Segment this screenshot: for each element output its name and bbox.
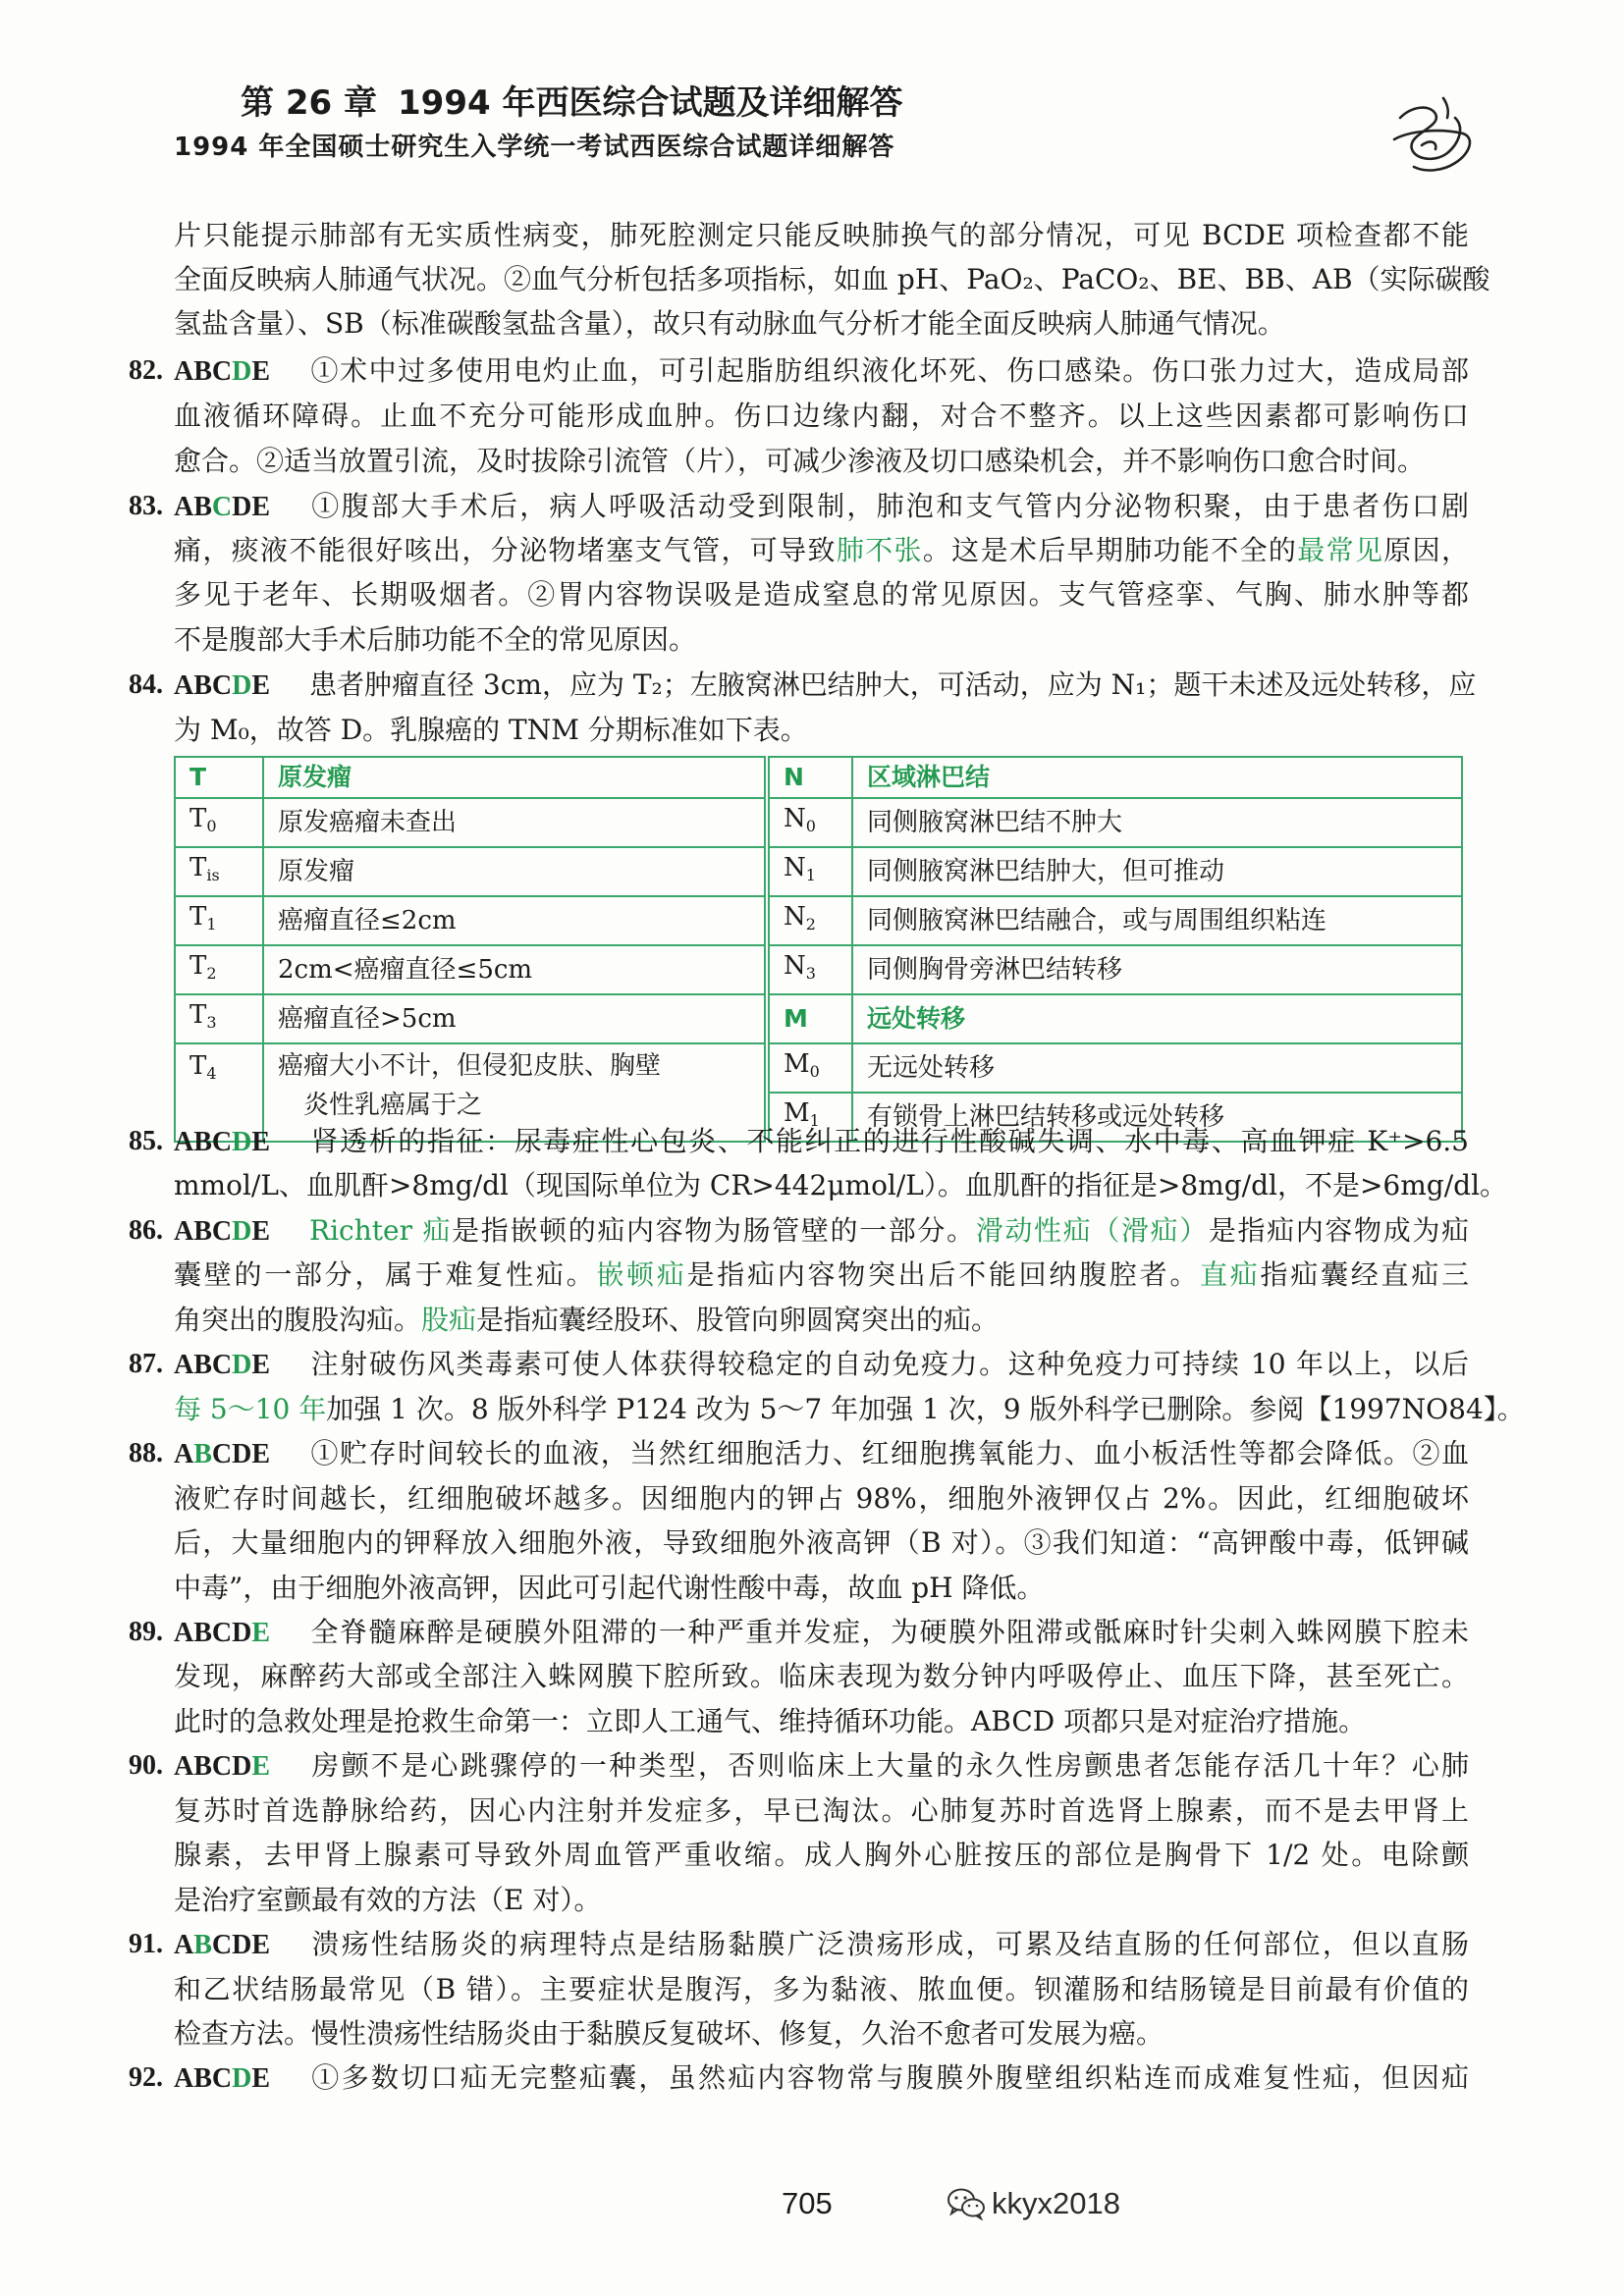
option-letter: B: [193, 1350, 212, 1381]
answer-options: [174, 1210, 309, 1254]
table-row: [175, 994, 1462, 1043]
stage-subscript: 3: [206, 1013, 217, 1032]
option-letter: A: [174, 670, 194, 701]
text-run: 氢盐含量）、SB（标准碳酸氢盐含量），故只有动脉血气分析才能全面反映病人肺通气情况。: [174, 307, 1285, 340]
table-row: [175, 1043, 1462, 1093]
highlighted-term: 嵌顿疝: [596, 1258, 687, 1292]
text-line: [174, 2012, 1469, 2056]
chapter-title: 1994 年西医综合试题及详细解答: [398, 83, 903, 123]
highlighted-term: 每 5～10 年: [174, 1392, 327, 1425]
question-number: 92.: [129, 2062, 163, 2094]
question-number: 88.: [129, 1438, 163, 1469]
text-line: [174, 440, 1469, 483]
question-number: 89.: [129, 1616, 163, 1647]
highlighted-term: 肺不张: [836, 534, 923, 566]
table-header-label: 区域淋巴结: [852, 757, 1462, 798]
text-run: 愈合。②适当放置引流，及时拔除引流管（片），可减少渗液及切口感染机会，并不影响伤口愈合时间。: [174, 445, 1426, 477]
option-letter: A: [174, 1215, 194, 1247]
option-letter: D: [232, 1617, 252, 1648]
stage-subscript: is: [206, 866, 220, 884]
stage-code: [175, 798, 263, 847]
option-letter: A: [174, 356, 194, 387]
option-letter: B: [193, 1215, 212, 1247]
option-letter: A: [174, 1930, 194, 1961]
stage-subscript: 4: [206, 1064, 217, 1083]
description-line: 原发瘤: [278, 857, 355, 886]
question-number: 83.: [129, 491, 163, 521]
stage-subscript: 3: [805, 964, 816, 983]
text-line: [174, 618, 1469, 662]
table-header-label: 远处转移: [852, 994, 1462, 1043]
text-line: [174, 573, 1469, 616]
option-letter: C: [211, 1617, 233, 1648]
question-number: 85.: [129, 1126, 163, 1156]
text-run: 是指嵌顿的疝内容物为肠管壁的一部分。: [452, 1213, 976, 1247]
answer-first-line: [129, 1343, 1469, 1386]
page-number: 705: [782, 2186, 833, 2220]
correct-option: D: [232, 2063, 252, 2095]
text-run: 血液循环障碍。止血不充分可能形成血肿。伤口边缘内翻，对合不整齐。以上这些因素都可影响伤口: [174, 400, 1469, 432]
option-letter: D: [232, 492, 252, 522]
text-run: ①术中过多使用电灼止血，可引起脂肪组织液化坏死、伤口感染。伤口张力过大，造成局部: [309, 354, 1469, 387]
text-run: 囊壁的一部分，属于难复性疝。: [174, 1258, 597, 1292]
answer-first-line: [129, 485, 1469, 528]
text-run: 患者肿瘤直径 3cm，应为 T₂；左腋窝淋巴结肿大，可活动，应为 N₁；题干未述及远处转移，应: [309, 668, 1477, 701]
highlighted-term: Richter 疝: [309, 1213, 453, 1247]
table-row: [175, 896, 1462, 945]
option-letter: A: [174, 1751, 194, 1783]
option-letter: C: [211, 2063, 233, 2095]
stage-letter: T: [189, 902, 207, 932]
stage-letter: T: [189, 951, 207, 981]
answer-first-line: [129, 664, 1477, 707]
text-run: 注射破伤风类毒素可使人体获得较稳定的自动免疫力。这种免疫力可持续 10 年以上，以后: [309, 1348, 1469, 1381]
stage-description: [263, 896, 767, 945]
description-line: 癌瘤大小不计，但侵犯皮肤、胸壁: [278, 1051, 662, 1081]
table-row: [175, 757, 1462, 798]
text-line: [174, 1700, 1469, 1743]
answer-options: [174, 1121, 309, 1164]
text-line: [174, 1834, 1469, 1877]
stage-code: [767, 798, 852, 847]
text-run: 为 M₀，故答 D。乳腺癌的 TNM 分期标准如下表。: [174, 714, 808, 746]
option-letter: E: [251, 2063, 271, 2095]
text-run: 片只能提示肺部有无实质性病变，肺死腔测定只能反映肺换气的部分情况，可见 BCDE 项检查都不能: [174, 219, 1469, 251]
answer-options: [174, 486, 309, 529]
stage-description: [852, 1043, 1462, 1093]
tnm-staging-table: [174, 756, 1463, 1143]
stage-description: [263, 945, 767, 994]
description-line: 同侧腋窝淋巴结不肿大: [867, 808, 1123, 837]
option-letter: B: [193, 670, 212, 701]
answer-first-line: [129, 349, 1469, 393]
text-run: 中毒”，由于细胞外液高钾，因此可引起代谢性酸中毒，故血 pH 降低。: [174, 1571, 1045, 1604]
option-letter: B: [193, 1127, 212, 1157]
text-run: 肾透析的指征：尿毒症性心包炎、不能纠正的进行性酸碱失调、水中毒、高血钾症 K⁺>6.5: [309, 1125, 1469, 1157]
answer-options: [174, 2057, 309, 2101]
stage-letter: T: [189, 763, 207, 791]
watermark-text: kkyx2018: [992, 2186, 1120, 2220]
answer-options: [174, 1745, 309, 1789]
description-line: 2cm<癌瘤直径≤5cm: [278, 955, 533, 985]
question-number: 87.: [129, 1349, 163, 1380]
option-letter: E: [251, 356, 271, 387]
stage-letter: T: [189, 1051, 207, 1081]
option-letter: B: [193, 1617, 212, 1648]
table-header-code: [767, 757, 852, 798]
stage-subscript: 0: [206, 817, 217, 835]
highlighted-term: 直疝: [1200, 1258, 1261, 1292]
option-letter: B: [193, 492, 212, 522]
option-letter: B: [193, 1751, 212, 1783]
description-line: 同侧胸骨旁淋巴结转移: [867, 955, 1123, 985]
description-line: 癌瘤直径≤2cm: [278, 906, 457, 935]
stage-subscript: 2: [805, 915, 816, 934]
correct-option: C: [211, 492, 233, 522]
option-letter: E: [251, 1127, 271, 1157]
text-run: 腺素，去甲肾上腺素可导致外周血管严重收缩。成人胸外心脏按压的部位是胸骨下 1/2 处。电除颤: [174, 1839, 1469, 1872]
answer-first-line: [129, 1209, 1469, 1253]
stage-letter: M: [784, 1049, 810, 1079]
correct-option: B: [193, 1930, 212, 1961]
stage-code: [175, 945, 263, 994]
text-run: 发现，麻醉药大部或全部注入蛛网膜下腔所致。临床表现为数分钟内呼吸停止、血压下降，甚至死亡。: [174, 1660, 1469, 1693]
option-letter: A: [174, 1127, 194, 1157]
stage-subscript: 1: [805, 866, 816, 884]
stage-letter: T: [189, 1000, 207, 1030]
description-line: 原发癌瘤未查出: [278, 808, 458, 837]
stage-letter: N: [784, 853, 806, 882]
text-run: 多见于老年、长期吸烟者。②胃内容物误吸是造成窒息的常见原因。支气管痉挛、气胸、肺水肿等都: [174, 578, 1469, 611]
text-run: 房颤不是心跳骤停的一种类型，否则临床上大量的永久性房颤患者怎能存活几十年？心肺: [309, 1749, 1469, 1783]
stage-subscript: 2: [206, 964, 217, 983]
stage-description: [263, 994, 767, 1043]
correct-option: E: [251, 1751, 271, 1783]
text-line: [174, 1254, 1469, 1297]
text-line: [174, 302, 1469, 346]
text-run: 。这是术后早期肺功能不全的: [922, 534, 1298, 566]
stage-description: [852, 896, 1462, 945]
text-run: 后，大量细胞内的钾释放入细胞外液，导致细胞外液高钾（B 对）。③我们知道：“高钾酸中毒，低钾碱: [174, 1526, 1469, 1560]
stage-subscript: 1: [809, 1111, 820, 1130]
text-run: 溃疡性结肠炎的病理特点是结肠黏膜广泛溃疡形成，可累及结直肠的任何部位，但以直肠: [309, 1928, 1469, 1961]
answer-first-line: [129, 1432, 1469, 1475]
stage-code: [767, 847, 852, 896]
answer-first-line: [129, 1744, 1469, 1788]
question-number: 84.: [129, 669, 163, 700]
text-run: 是指疝内容物突出后不能回纳腹腔者。: [686, 1258, 1201, 1292]
highlighted-term: 最常见: [1297, 534, 1384, 566]
text-line: [174, 1655, 1469, 1698]
question-number: 82.: [129, 355, 163, 386]
answer-options: [174, 1924, 309, 1967]
chapter-label: 第 26 章: [241, 83, 377, 123]
text-run: ①腹部大手术后，病人呼吸活动受到限制，肺泡和支气管内分泌物积聚，由于患者伤口剧: [309, 490, 1469, 522]
stage-letter: T: [189, 804, 207, 833]
option-letter: A: [174, 2063, 194, 2095]
answer-options: [174, 1344, 309, 1387]
signature-logo-icon: [1386, 88, 1481, 179]
stage-letter: T: [189, 853, 207, 882]
text-run: ①多数切口疝无完整疝囊，虽然疝内容物常与腹膜外腹壁组织粘连而成难复性疝，但因疝: [309, 2061, 1469, 2095]
stage-code: [175, 994, 263, 1043]
option-letter: C: [211, 356, 233, 387]
correct-option: D: [232, 1127, 252, 1157]
description-line: 炎性乳癌属于之: [303, 1091, 483, 1120]
option-letter: D: [232, 1930, 252, 1961]
option-letter: C: [211, 670, 233, 701]
stage-description: [852, 798, 1462, 847]
text-line: [174, 1879, 1469, 1922]
answer-options: [174, 1612, 309, 1655]
option-letter: E: [251, 492, 271, 522]
text-line: [174, 1522, 1469, 1565]
correct-option: D: [232, 1350, 252, 1381]
highlighted-term: 滑动性疝（滑疝）: [975, 1213, 1209, 1247]
stage-code: [175, 896, 263, 945]
option-letter: C: [211, 1127, 233, 1157]
text-run: 此时的急救处理是抢救生命第一：立即人工通气、维持循环功能。ABCD 项都只是对症治疗措施。: [174, 1704, 1367, 1737]
option-letter: C: [211, 1215, 233, 1247]
option-letter: A: [174, 1439, 194, 1470]
option-letter: C: [211, 1930, 233, 1961]
answer-first-line: [129, 1120, 1469, 1163]
option-letter: D: [232, 1439, 252, 1470]
correct-option: E: [251, 1617, 271, 1648]
option-letter: E: [251, 1350, 271, 1381]
answer-options: [174, 350, 309, 394]
stage-letter: N: [784, 951, 806, 981]
text-line: [174, 214, 1469, 257]
chapter-subtitle: 1994 年全国硕士研究生入学统一考试西医综合试题详细解答: [174, 133, 895, 162]
stage-letter: M: [784, 1098, 810, 1128]
description-line: 有锁骨上淋巴结转移或远处转移: [867, 1102, 1225, 1132]
highlighted-term: 股疝: [421, 1303, 477, 1336]
text-run: 指疝囊经直疝三: [1260, 1258, 1469, 1292]
stage-letter: N: [784, 763, 804, 791]
correct-option: D: [232, 670, 252, 701]
text-line: [174, 1477, 1469, 1521]
text-run: ①贮存时间较长的血液，当然红细胞活力、红细胞携氧能力、血小板活性等都会降低。②血: [309, 1437, 1469, 1470]
table-header-code: [767, 994, 852, 1043]
table-header-label: 原发瘤: [263, 757, 767, 798]
text-line: [174, 709, 1469, 752]
stage-letter: N: [784, 902, 806, 932]
stage-code: [767, 896, 852, 945]
stage-description: [263, 847, 767, 896]
text-run: 角突出的腹股沟疝。: [174, 1303, 422, 1336]
text-run: 全面反映病人肺通气状况。②血气分析包括多项指标，如血 pH、PaO₂、PaCO₂、BE、BB、AB（实际碳酸: [174, 263, 1490, 295]
stage-code: [175, 847, 263, 896]
option-letter: A: [174, 492, 194, 522]
stage-description: [852, 945, 1462, 994]
text-run: 全脊髓麻醉是硬膜外阻滞的一种严重并发症，为硬膜外阻滞或骶麻时针尖刺入蛛网膜下腔未: [309, 1615, 1469, 1648]
text-run: 检查方法。慢性溃疡性结肠炎由于黏膜反复破坏、修复，久治不愈者可发展为癌。: [174, 2017, 1164, 2050]
text-line: [174, 258, 1490, 301]
question-number: 86.: [129, 1214, 163, 1246]
option-letter: D: [232, 1751, 252, 1783]
table-row: [175, 798, 1462, 847]
stage-code: [767, 945, 852, 994]
stage-letter: N: [784, 804, 806, 833]
description-line: 癌瘤直径>5cm: [278, 1004, 457, 1034]
option-letter: E: [251, 1439, 271, 1470]
option-letter: B: [193, 2063, 212, 2095]
option-letter: E: [251, 670, 271, 701]
text-line: [174, 1567, 1469, 1610]
stage-description: [852, 847, 1462, 896]
text-line: [174, 1164, 1508, 1207]
question-number: 90.: [129, 1750, 163, 1782]
correct-option: B: [193, 1439, 212, 1470]
table-row: [175, 945, 1462, 994]
text-line: [174, 1968, 1469, 2011]
option-letter: E: [251, 1930, 271, 1961]
option-letter: A: [174, 1617, 194, 1648]
text-run: 是指疝内容物成为疝: [1208, 1213, 1469, 1247]
stage-subscript: 0: [809, 1062, 820, 1081]
answer-first-line: [129, 2056, 1469, 2100]
text-run: 原因，: [1383, 534, 1469, 566]
answer-first-line: [129, 1923, 1469, 1966]
text-run: 液贮存时间越长，红细胞破坏越多。因细胞内的钾占 98%，细胞外液钾仅占 2%。因此，红细胞破坏: [174, 1481, 1469, 1515]
stage-code: [767, 1043, 852, 1093]
option-letter: A: [174, 1350, 194, 1381]
option-letter: C: [211, 1439, 233, 1470]
answer-options: [174, 1433, 309, 1476]
description-line: 同侧腋窝淋巴结融合，或与周围组织粘连: [867, 906, 1327, 935]
text-run: mmol/L、血肌酐>8mg/dl（现国际单位为 CR>442μmol/L）。血肌酐的指征是>8mg/dl，不是>6mg/dl。: [174, 1169, 1508, 1202]
text-line: [174, 1388, 1525, 1431]
option-letter: C: [211, 1751, 233, 1783]
description-line: 同侧腋窝淋巴结肿大，但可推动: [867, 857, 1225, 886]
option-letter: B: [193, 356, 212, 387]
text-run: 是治疗室颤最有效的方法（E 对）。: [174, 1883, 602, 1916]
stage-letter: M: [784, 1004, 808, 1033]
option-letter: C: [211, 1350, 233, 1381]
text-line: [174, 395, 1469, 438]
text-run: 复苏时首选静脉给药，因心内注射并发症多，早已淘汰。心肺复苏时首选肾上腺素，而不是去甲肾上: [174, 1793, 1469, 1827]
text-line: [174, 529, 1469, 572]
wechat-icon: [947, 2187, 986, 2220]
question-number: 91.: [129, 1929, 163, 1960]
text-run: 痛，痰液不能很好咳出，分泌物堵塞支气管，可导致: [174, 534, 837, 566]
tnm-table-body: [175, 757, 1462, 1142]
text-run: 加强 1 次。8 版外科学 P124 改为 5～7 年加强 1 次，9 版外科学已删除。参阅【1997NO84】。: [326, 1392, 1525, 1425]
text-run: 不是腹部大手术后肺功能不全的常见原因。: [174, 623, 697, 656]
stage-description: [263, 798, 767, 847]
answer-first-line: [129, 1611, 1469, 1654]
table-row: [175, 847, 1462, 896]
text-line: [174, 1789, 1469, 1833]
correct-option: D: [232, 1215, 252, 1247]
text-run: 是指疝囊经股环、股管向卵圆窝突出的疝。: [476, 1303, 1000, 1336]
text-run: 和乙状结肠最常见（B 错）。主要症状是腹泻，多为黏液、脓血便。钡灌肠和结肠镜是目前最有价值的: [174, 1972, 1469, 2005]
correct-option: D: [232, 356, 252, 387]
option-letter: E: [251, 1215, 271, 1247]
stage-subscript: 1: [206, 915, 217, 934]
stage-subscript: 0: [805, 817, 816, 835]
table-header-code: [175, 757, 263, 798]
answer-options: [174, 665, 309, 708]
text-line: [174, 1299, 1469, 1342]
description-line: 无远处转移: [867, 1053, 996, 1083]
